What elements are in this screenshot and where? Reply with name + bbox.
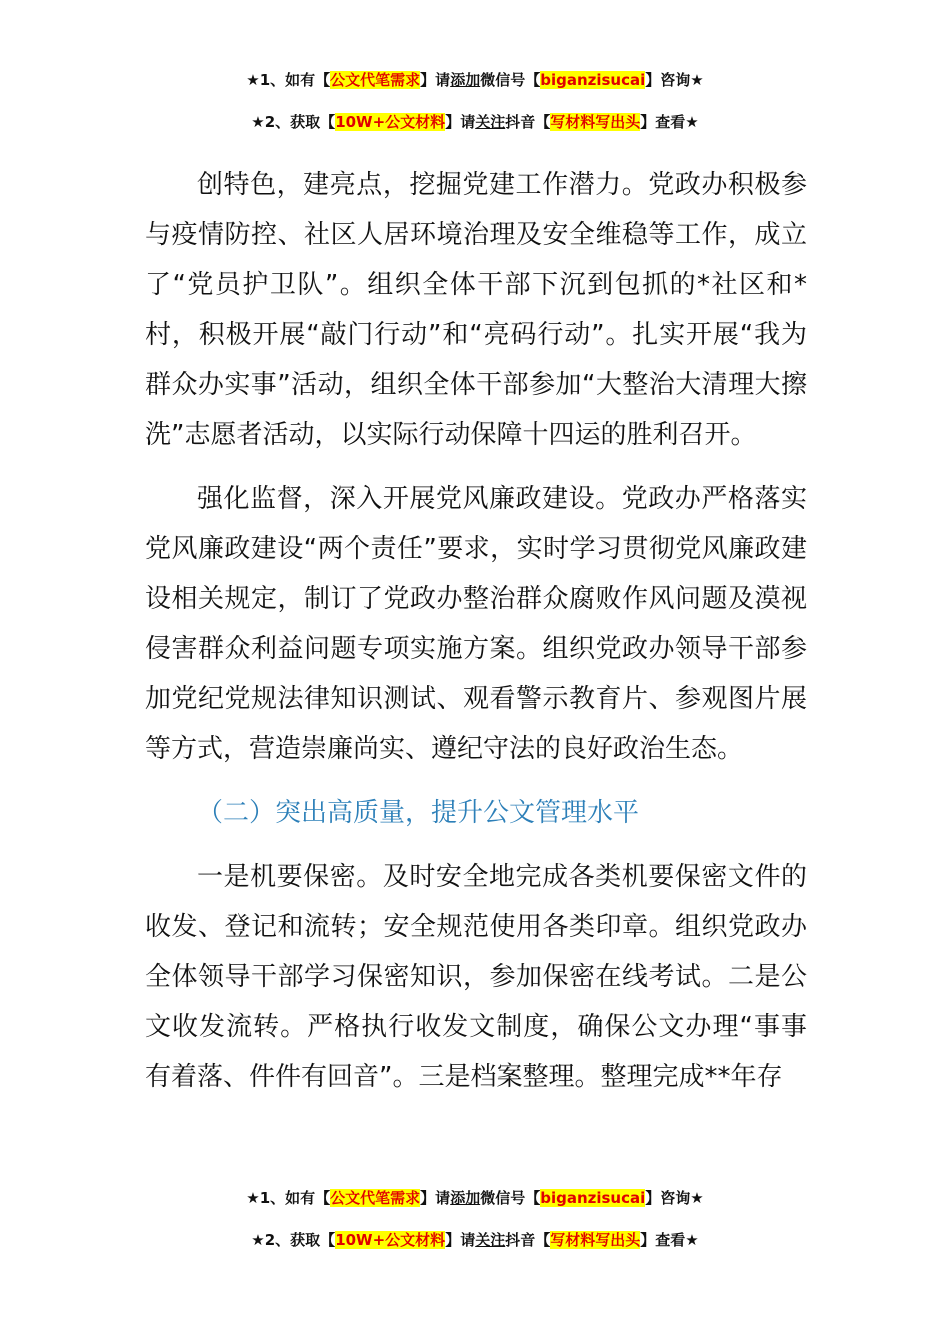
paragraph-party-building: 创特色，建亮点，挖掘党建工作潜力。党政办积极参与疫情防控、社区人居环境治理及安全维稳等工作，成立了“党员护卫队”。组织全体干部下沉到包抓的*社区和*村，积极开展“敲门行动”和“亮码行动”。扎实开展“我为群众办实事”活动，组织全体干部参加“大整治大清理大擦洗”志愿者活动，以实际行动保障十四运的胜利召开。 <box>145 170 807 450</box>
banner-prefix: ★2、获取【 <box>251 1231 336 1249</box>
banner-text: 微信号【 <box>480 1189 541 1207</box>
banner-prefix: ★1、如有【 <box>246 71 331 89</box>
banner-underline-text: 关注 <box>475 113 506 131</box>
top-banner-line-2 <box>0 110 950 134</box>
banner-text: 抖音【 <box>505 1231 551 1249</box>
banner-text: 抖音【 <box>505 113 551 131</box>
banner-highlight-materials: 10W+公文材料 <box>335 113 446 131</box>
banner-text: 】请 <box>445 113 476 131</box>
section-heading: （二）突出高质量，提升公文管理水平 <box>197 798 640 828</box>
banner-text: 】请 <box>420 71 451 89</box>
paragraph-supervision: 强化监督，深入开展党风廉政建设。党政办严格落实党风廉政建设“两个责任”要求，实时学习贯彻党风廉政建设相关规定，制订了党政办整治群众腐败作风问题及漠视侵害群众利益问题专项实施方案。组织党政办领导干部参加党纪党规法律知识测试、观看警示教育片、参观图片展等方式，营造崇廉尚实、遵纪守法的良好政治生态。 <box>145 484 807 764</box>
banner-highlight-wechat: biganzisucai <box>540 71 646 89</box>
paragraph-document-management: 一是机要保密。及时安全地完成各类机要保密文件的收发、登记和流转；安全规范使用各类印章。组织党政办全体领导干部学习保密知识，参加保密在线考试。二是公文收发流转。严格执行收发文制度，确保公文办理“事事有着落、件件有回音”。三是档案整理。整理完成**年存 <box>145 862 807 1092</box>
banner-highlight-douyin: 写材料写出头 <box>550 1231 641 1249</box>
banner-highlight-douyin: 写材料写出头 <box>550 113 641 131</box>
banner-highlight-service: 公文代笔需求 <box>330 71 421 89</box>
banner-underline-text: 添加 <box>450 1189 481 1207</box>
banner-text: 】请 <box>420 1189 451 1207</box>
banner-suffix: 】咨询★ <box>645 1189 704 1207</box>
bottom-banner-line-2 <box>0 1228 950 1252</box>
banner-suffix: 】查看★ <box>640 113 699 131</box>
banner-underline-text: 关注 <box>475 1231 506 1249</box>
bottom-banner-line-1 <box>0 1186 950 1210</box>
banner-underline-text: 添加 <box>450 71 481 89</box>
banner-text: 】请 <box>445 1231 476 1249</box>
banner-highlight-service: 公文代笔需求 <box>330 1189 421 1207</box>
banner-prefix: ★1、如有【 <box>246 1189 331 1207</box>
banner-suffix: 】咨询★ <box>645 71 704 89</box>
banner-prefix: ★2、获取【 <box>251 113 336 131</box>
banner-highlight-materials: 10W+公文材料 <box>335 1231 446 1249</box>
banner-highlight-wechat: biganzisucai <box>540 1189 646 1207</box>
document-body <box>145 160 807 1102</box>
banner-suffix: 】查看★ <box>640 1231 699 1249</box>
banner-text: 微信号【 <box>480 71 541 89</box>
top-banner-line-1 <box>0 68 950 92</box>
